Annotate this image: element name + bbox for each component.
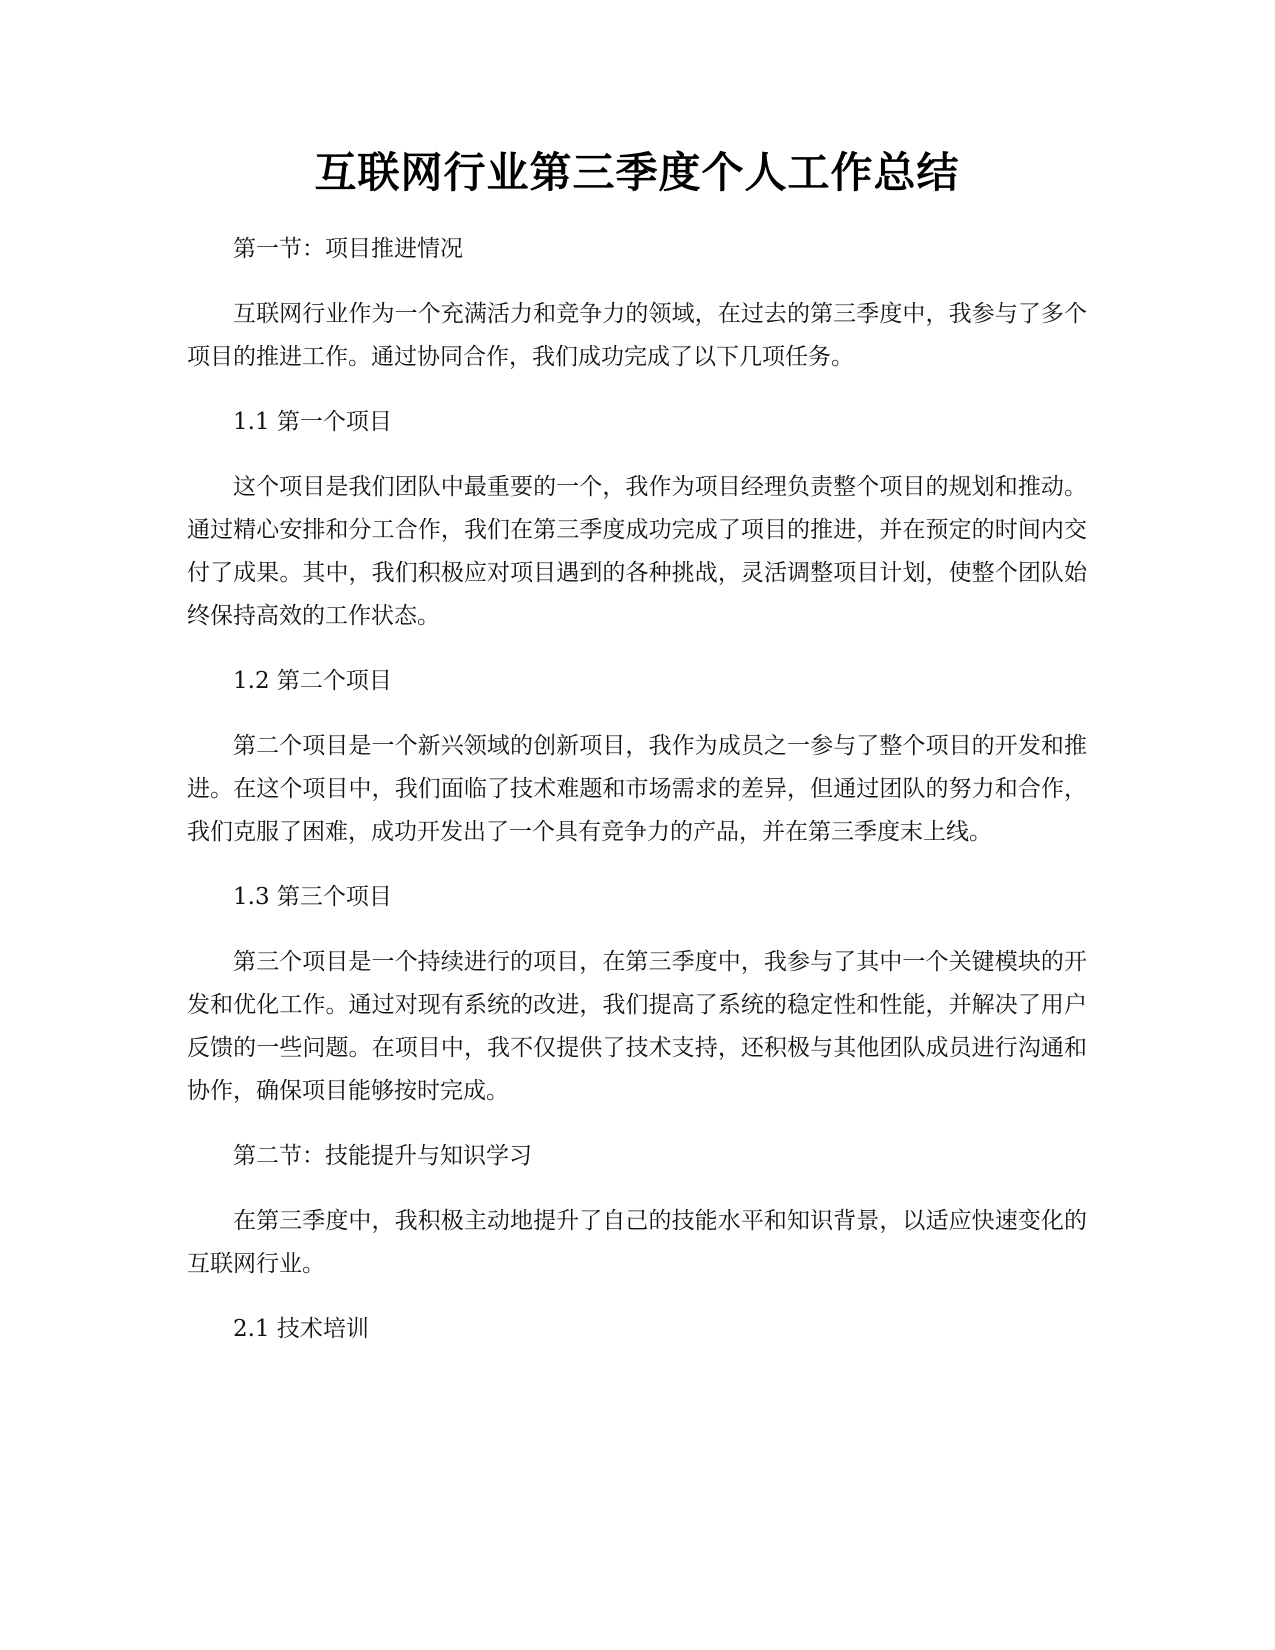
subsection-heading-1-2: 1.2 第二个项目 [233, 668, 392, 695]
paragraph-3: 第二个项目是一个新兴领域的创新项目，我作为成员之一参与了整个项目的开发和推进。在这个项目中，我们面临了技术难题和市场需求的差异，但通过团队的努力和合作，我们克服了困难，成功开发出了一个具有竞争力的产品，并在第三季度末上线。 [187, 733, 1087, 846]
paragraph-1: 互联网行业作为一个充满活力和竞争力的领域，在过去的第三季度中，我参与了多个项目的推进工作。通过协同合作，我们成功完成了以下几项任务。 [187, 301, 1087, 371]
paragraph-2: 这个项目是我们团队中最重要的一个，我作为项目经理负责整个项目的规划和推动。通过精心安排和分工合作，我们在第三季度成功完成了项目的推进，并在预定的时间内交付了成果。其中，我们积极应对项目遇到的各种挑战，灵活调整项目计划，使整个团队始终保持高效的工作状态。 [187, 474, 1087, 630]
paragraph-5: 在第三季度中，我积极主动地提升了自己的技能水平和知识背景，以适应快速变化的互联网行业。 [187, 1208, 1087, 1278]
paragraph-4: 第三个项目是一个持续进行的项目，在第三季度中，我参与了其中一个关键模块的开发和优化工作。通过对现有系统的改进，我们提高了系统的稳定性和性能，并解决了用户反馈的一些问题。在项目中，我不仅提供了技术支持，还积极与其他团队成员进行沟通和协作，确保项目能够按时完成。 [187, 949, 1087, 1105]
subsection-heading-1-3: 1.3 第三个项目 [233, 884, 392, 911]
document-title: 互联网行业第三季度个人工作总结 [314, 148, 960, 197]
section-heading-2: 第二节：技能提升与知识学习 [233, 1143, 532, 1170]
subsection-heading-2-1: 2.1 技术培训 [233, 1316, 369, 1343]
section-heading-1: 第一节：项目推进情况 [233, 236, 463, 263]
subsection-heading-1-1: 1.1 第一个项目 [233, 409, 392, 436]
document-body [187, 148, 1087, 1373]
